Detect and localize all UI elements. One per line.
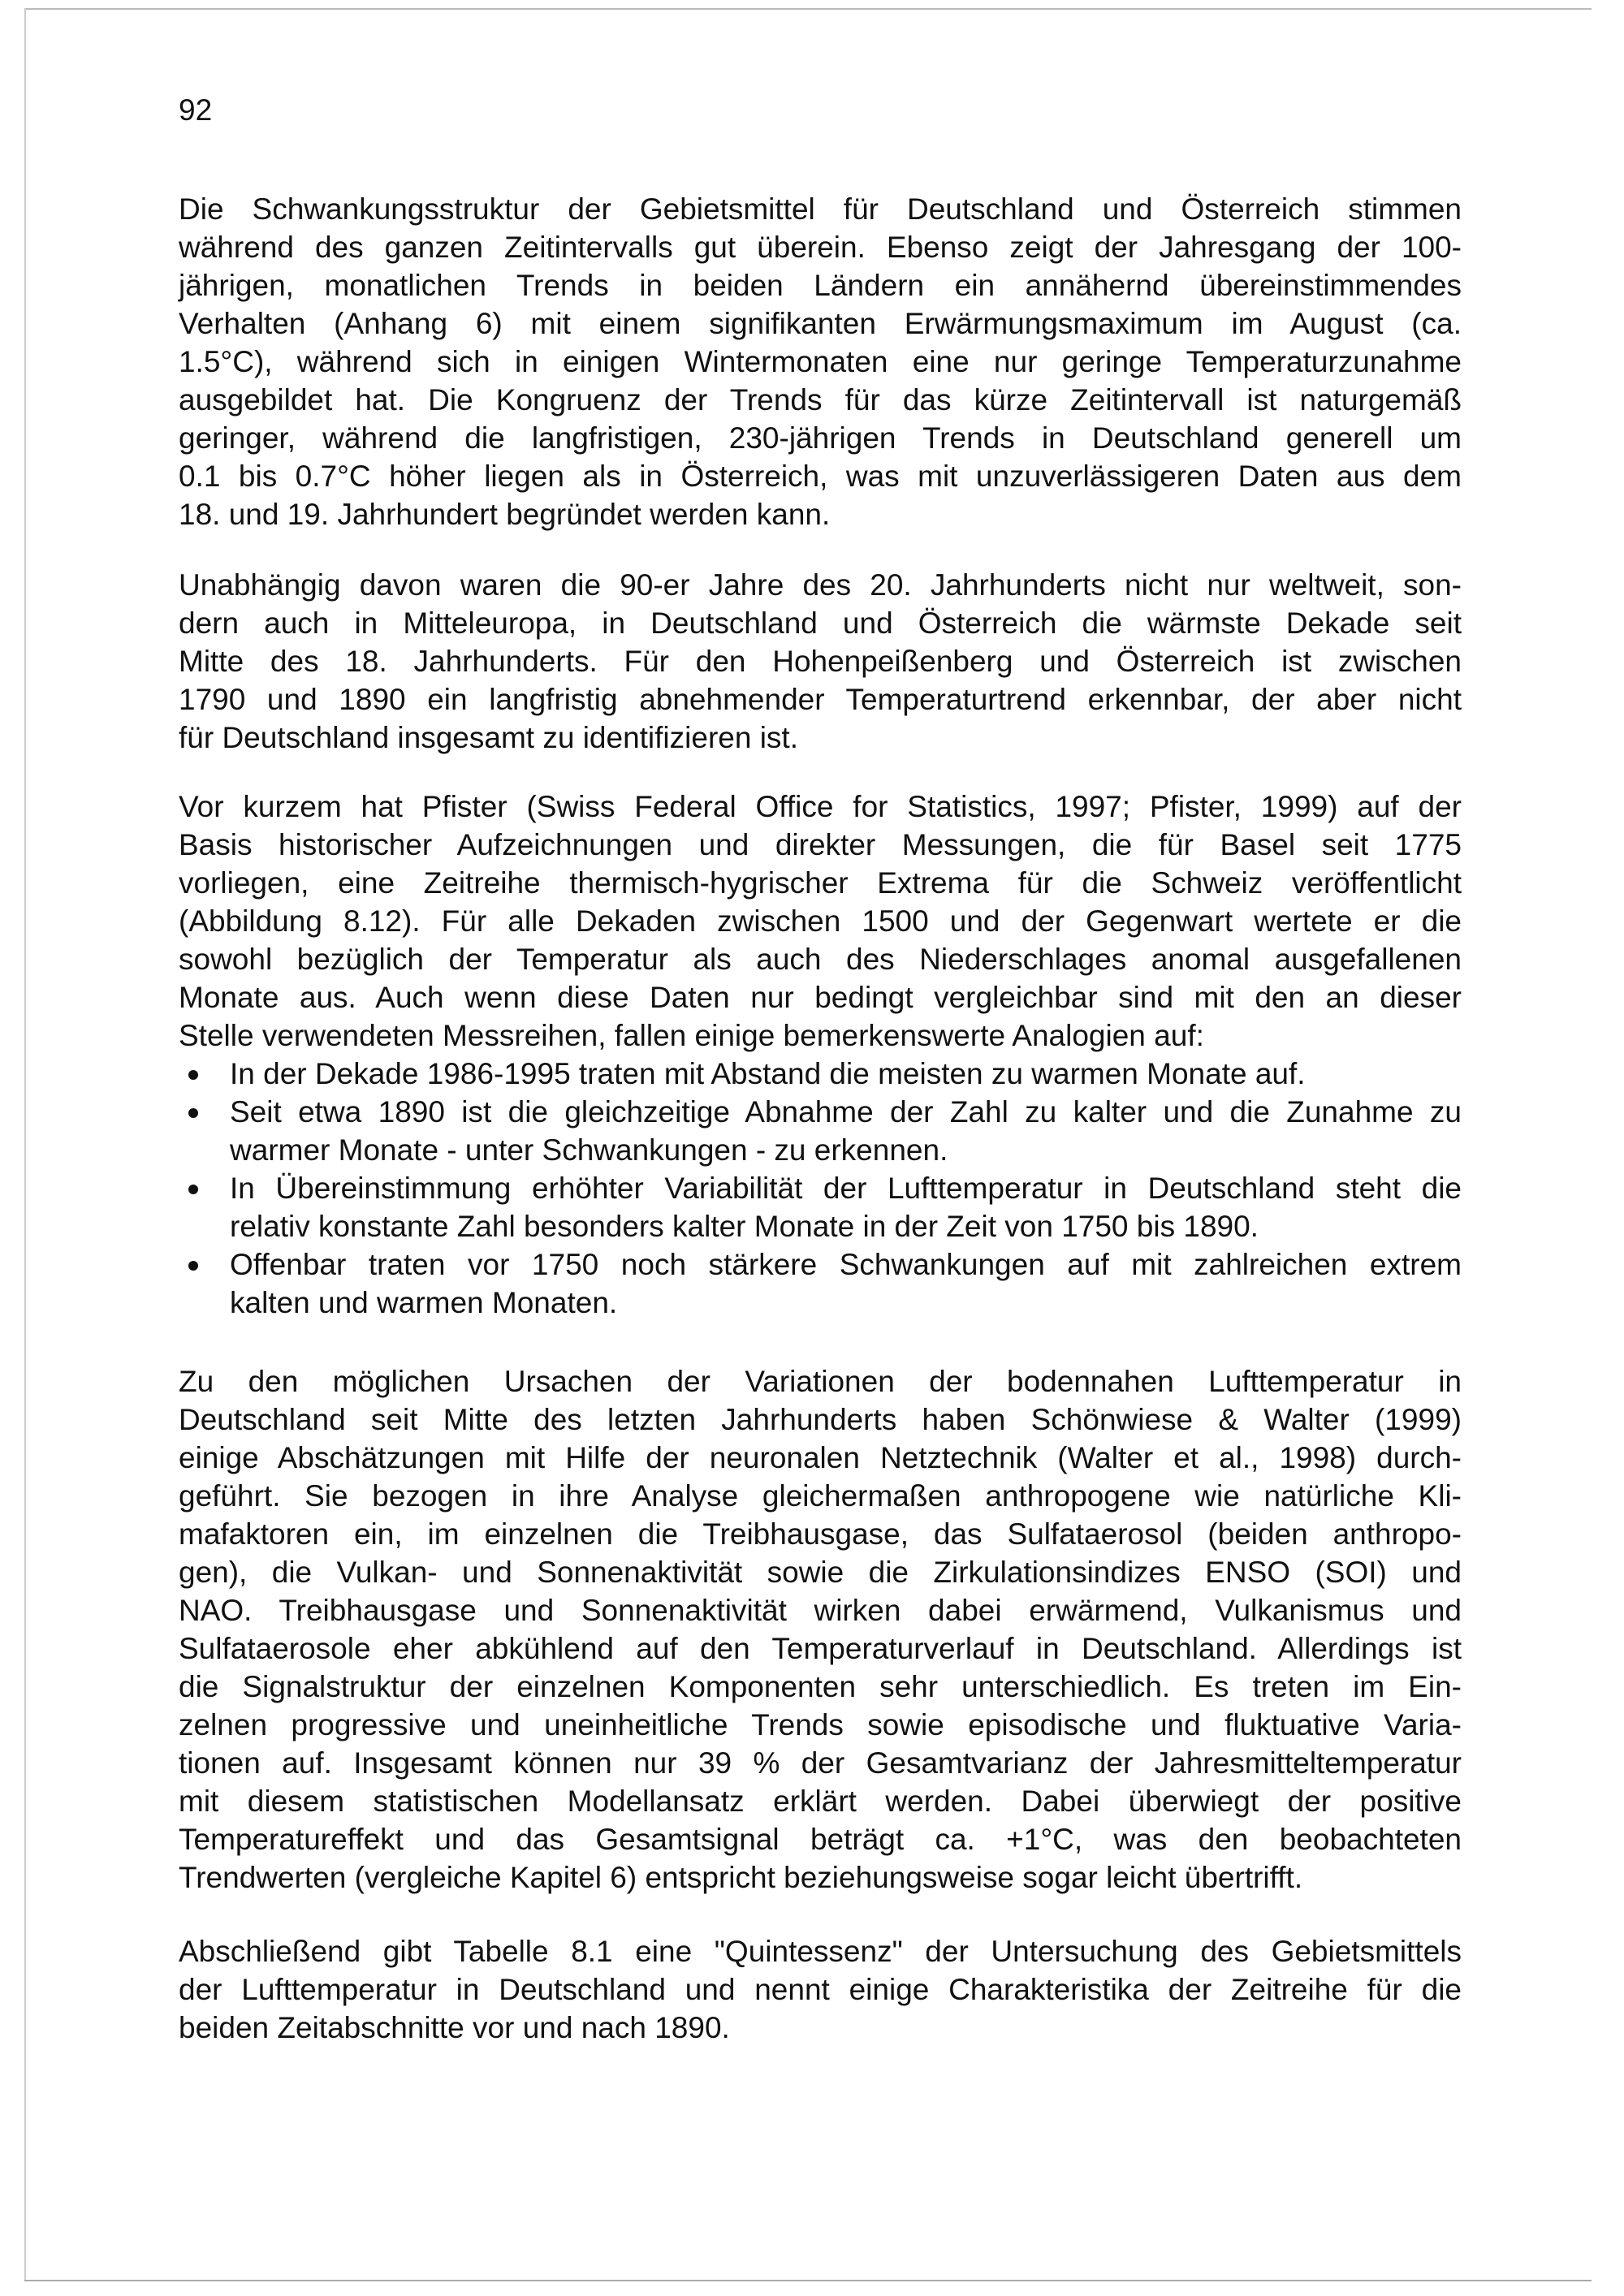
- text-line: während des ganzen Zeitintervalls gut überein. Ebenso zeigt der Jahresgang der 100-: [179, 231, 1462, 264]
- text-line: geringer, während die langfristigen, 230-jährigen Trends in Deutschland generell um: [179, 421, 1462, 455]
- page-edge-left: [24, 8, 26, 2281]
- text-line: sowohl bezüglich der Temperatur als auch des Niederschlages anomal ausgefallenen: [179, 943, 1462, 976]
- text-line: Mitte des 18. Jahrhunderts. Für den Hohenpeißenberg und Österreich ist zwischen: [179, 645, 1462, 678]
- text-line: Abschließend gibt Tabelle 8.1 eine "Quintessenz" der Untersuchung des Gebietsmittels: [179, 1935, 1462, 1968]
- text-line: vorliegen, eine Zeitreihe thermisch-hygrischer Extrema für die Schweiz veröffentlicht: [179, 866, 1462, 900]
- bullet-item: [179, 1169, 1462, 1245]
- text-line: warmer Monate - unter Schwankungen - zu erkennen.: [230, 1133, 948, 1167]
- bullet-item: [179, 1055, 1462, 1093]
- text-line: Offenbar traten vor 1750 noch stärkere Schwankungen auf mit zahlreichen extrem: [230, 1248, 1462, 1281]
- text-line: ausgebildet hat. Die Kongruenz der Trends für das kürze Zeitintervall ist naturgemäß: [179, 383, 1462, 416]
- text-line: (Abbildung 8.12). Für alle Dekaden zwischen 1500 und der Gegenwart wertete er die: [179, 904, 1462, 938]
- text-line: Deutschland seit Mitte des letzten Jahrhunderts haben Schönwiese & Walter (1999): [179, 1403, 1462, 1436]
- text-line: Vor kurzem hat Pfister (Swiss Federal Office for Statistics, 1997; Pfister, 1999) auf der: [179, 790, 1462, 823]
- paragraph-5: [179, 1932, 1462, 2047]
- text-line: NAO. Treibhausgase und Sonnenaktivität wirken dabei erwärmend, Vulkanismus und: [179, 1594, 1462, 1627]
- paragraph-1: [179, 190, 1462, 533]
- text-line: dern auch in Mitteleuropa, in Deutschland und Österreich die wärmste Dekade seit: [179, 606, 1462, 640]
- text-line: geführt. Sie bezogen in ihre Analyse gleichermaßen anthropogene wie natürliche Kli-: [179, 1479, 1462, 1513]
- text-line: jährigen, monatlichen Trends in beiden Ländern ein annähernd übereinstimmendes: [179, 269, 1462, 302]
- text-line: Verhalten (Anhang 6) mit einem signifikanten Erwärmungsmaximum im August (ca.: [179, 307, 1462, 340]
- paragraph-4: [179, 1362, 1462, 1897]
- bullet-icon: [188, 1185, 198, 1194]
- bullet-item: [179, 1093, 1462, 1169]
- bullet-icon: [188, 1108, 198, 1118]
- text-line: In Übereinstimmung erhöhter Variabilität der Lufttemperatur in Deutschland steht die: [230, 1172, 1462, 1205]
- text-line: der Lufttemperatur in Deutschland und nennt einige Charakteristika der Zeitreihe für die: [179, 1973, 1462, 2006]
- bullet-icon: [188, 1070, 198, 1080]
- page-edge-bottom: [24, 2280, 1592, 2281]
- text-line: Sulfataerosole eher abkühlend auf den Temperaturverlauf in Deutschland. Allerdings ist: [179, 1632, 1462, 1665]
- bullet-list: [179, 1055, 1462, 1322]
- text-line: Trendwerten (vergleiche Kapitel 6) entspricht beziehungsweise sogar leicht übertrifft.: [179, 1861, 1303, 1894]
- paragraph-2: [179, 566, 1462, 757]
- bullet-icon: [188, 1261, 198, 1271]
- text-line: 18. und 19. Jahrhundert begründet werden kann.: [179, 498, 831, 531]
- text-line: Monate aus. Auch wenn diese Daten nur bedingt vergleichbar sind mit den an dieser: [179, 981, 1462, 1014]
- bullet-item: [179, 1245, 1462, 1322]
- text-line: zelnen progressive und uneinheitliche Trends sowie episodische und fluktuative Varia-: [179, 1708, 1462, 1741]
- text-line: In der Dekade 1986-1995 traten mit Abstand die meisten zu warmen Monate auf.: [230, 1057, 1306, 1090]
- text-line: beiden Zeitabschnitte vor und nach 1890.: [179, 2011, 730, 2044]
- page-edge-top: [24, 8, 1592, 10]
- text-line: Seit etwa 1890 ist die gleichzeitige Abnahme der Zahl zu kalter und die Zunahme zu: [230, 1095, 1462, 1129]
- text-line: für Deutschland insgesamt zu identifizieren ist.: [179, 721, 798, 754]
- text-line: Basis historischer Aufzeichnungen und direkter Messungen, die für Basel seit 1775: [179, 828, 1462, 861]
- text-line: mit diesem statistischen Modellansatz erklärt werden. Dabei überwiegt der positive: [179, 1785, 1462, 1818]
- text-line: 1.5°C), während sich in einigen Wintermonaten eine nur geringe Temperaturzunahme: [179, 345, 1462, 378]
- text-line: Unabhängig davon waren die 90-er Jahre des 20. Jahrhunderts nicht nur weltweit, son-: [179, 568, 1462, 602]
- page-number: 92: [179, 93, 213, 127]
- text-line: die Signalstruktur der einzelnen Komponenten sehr unterschiedlich. Es treten im Ein-: [179, 1670, 1462, 1703]
- text-line: Zu den möglichen Ursachen der Variationen der bodennahen Lufttemperatur in: [179, 1365, 1462, 1398]
- text-line: 0.1 bis 0.7°C höher liegen als in Österreich, was mit unzuverlässigeren Daten aus dem: [179, 460, 1462, 493]
- text-line: 1790 und 1890 ein langfristig abnehmender Temperaturtrend erkennbar, der aber nicht: [179, 683, 1462, 716]
- text-line: tionen auf. Insgesamt können nur 39 % der Gesamtvarianz der Jahresmitteltemperatur: [179, 1746, 1462, 1780]
- paragraph-3: [179, 788, 1462, 1322]
- text-line: Temperatureffekt und das Gesamtsignal beträgt ca. +1°C, was den beobachteten: [179, 1823, 1462, 1856]
- text-line: Die Schwankungsstruktur der Gebietsmittel für Deutschland und Österreich stimmen: [179, 192, 1462, 226]
- text-line: mafaktoren ein, im einzelnen die Treibhausgase, das Sulfataerosol (beiden anthropo-: [179, 1517, 1462, 1551]
- text-line: Stelle verwendeten Messreihen, fallen einige bemerkenswerte Analogien auf:: [179, 1019, 1204, 1052]
- text-line: gen), die Vulkan- und Sonnenaktivität sowie die Zirkulationsindizes ENSO (SOI) und: [179, 1556, 1462, 1589]
- text-line: kalten und warmen Monaten.: [230, 1286, 618, 1319]
- text-line: einige Abschätzungen mit Hilfe der neuronalen Netztechnik (Walter et al., 1998) durch-: [179, 1441, 1462, 1474]
- text-line: relativ konstante Zahl besonders kalter Monate in der Zeit von 1750 bis 1890.: [230, 1210, 1259, 1243]
